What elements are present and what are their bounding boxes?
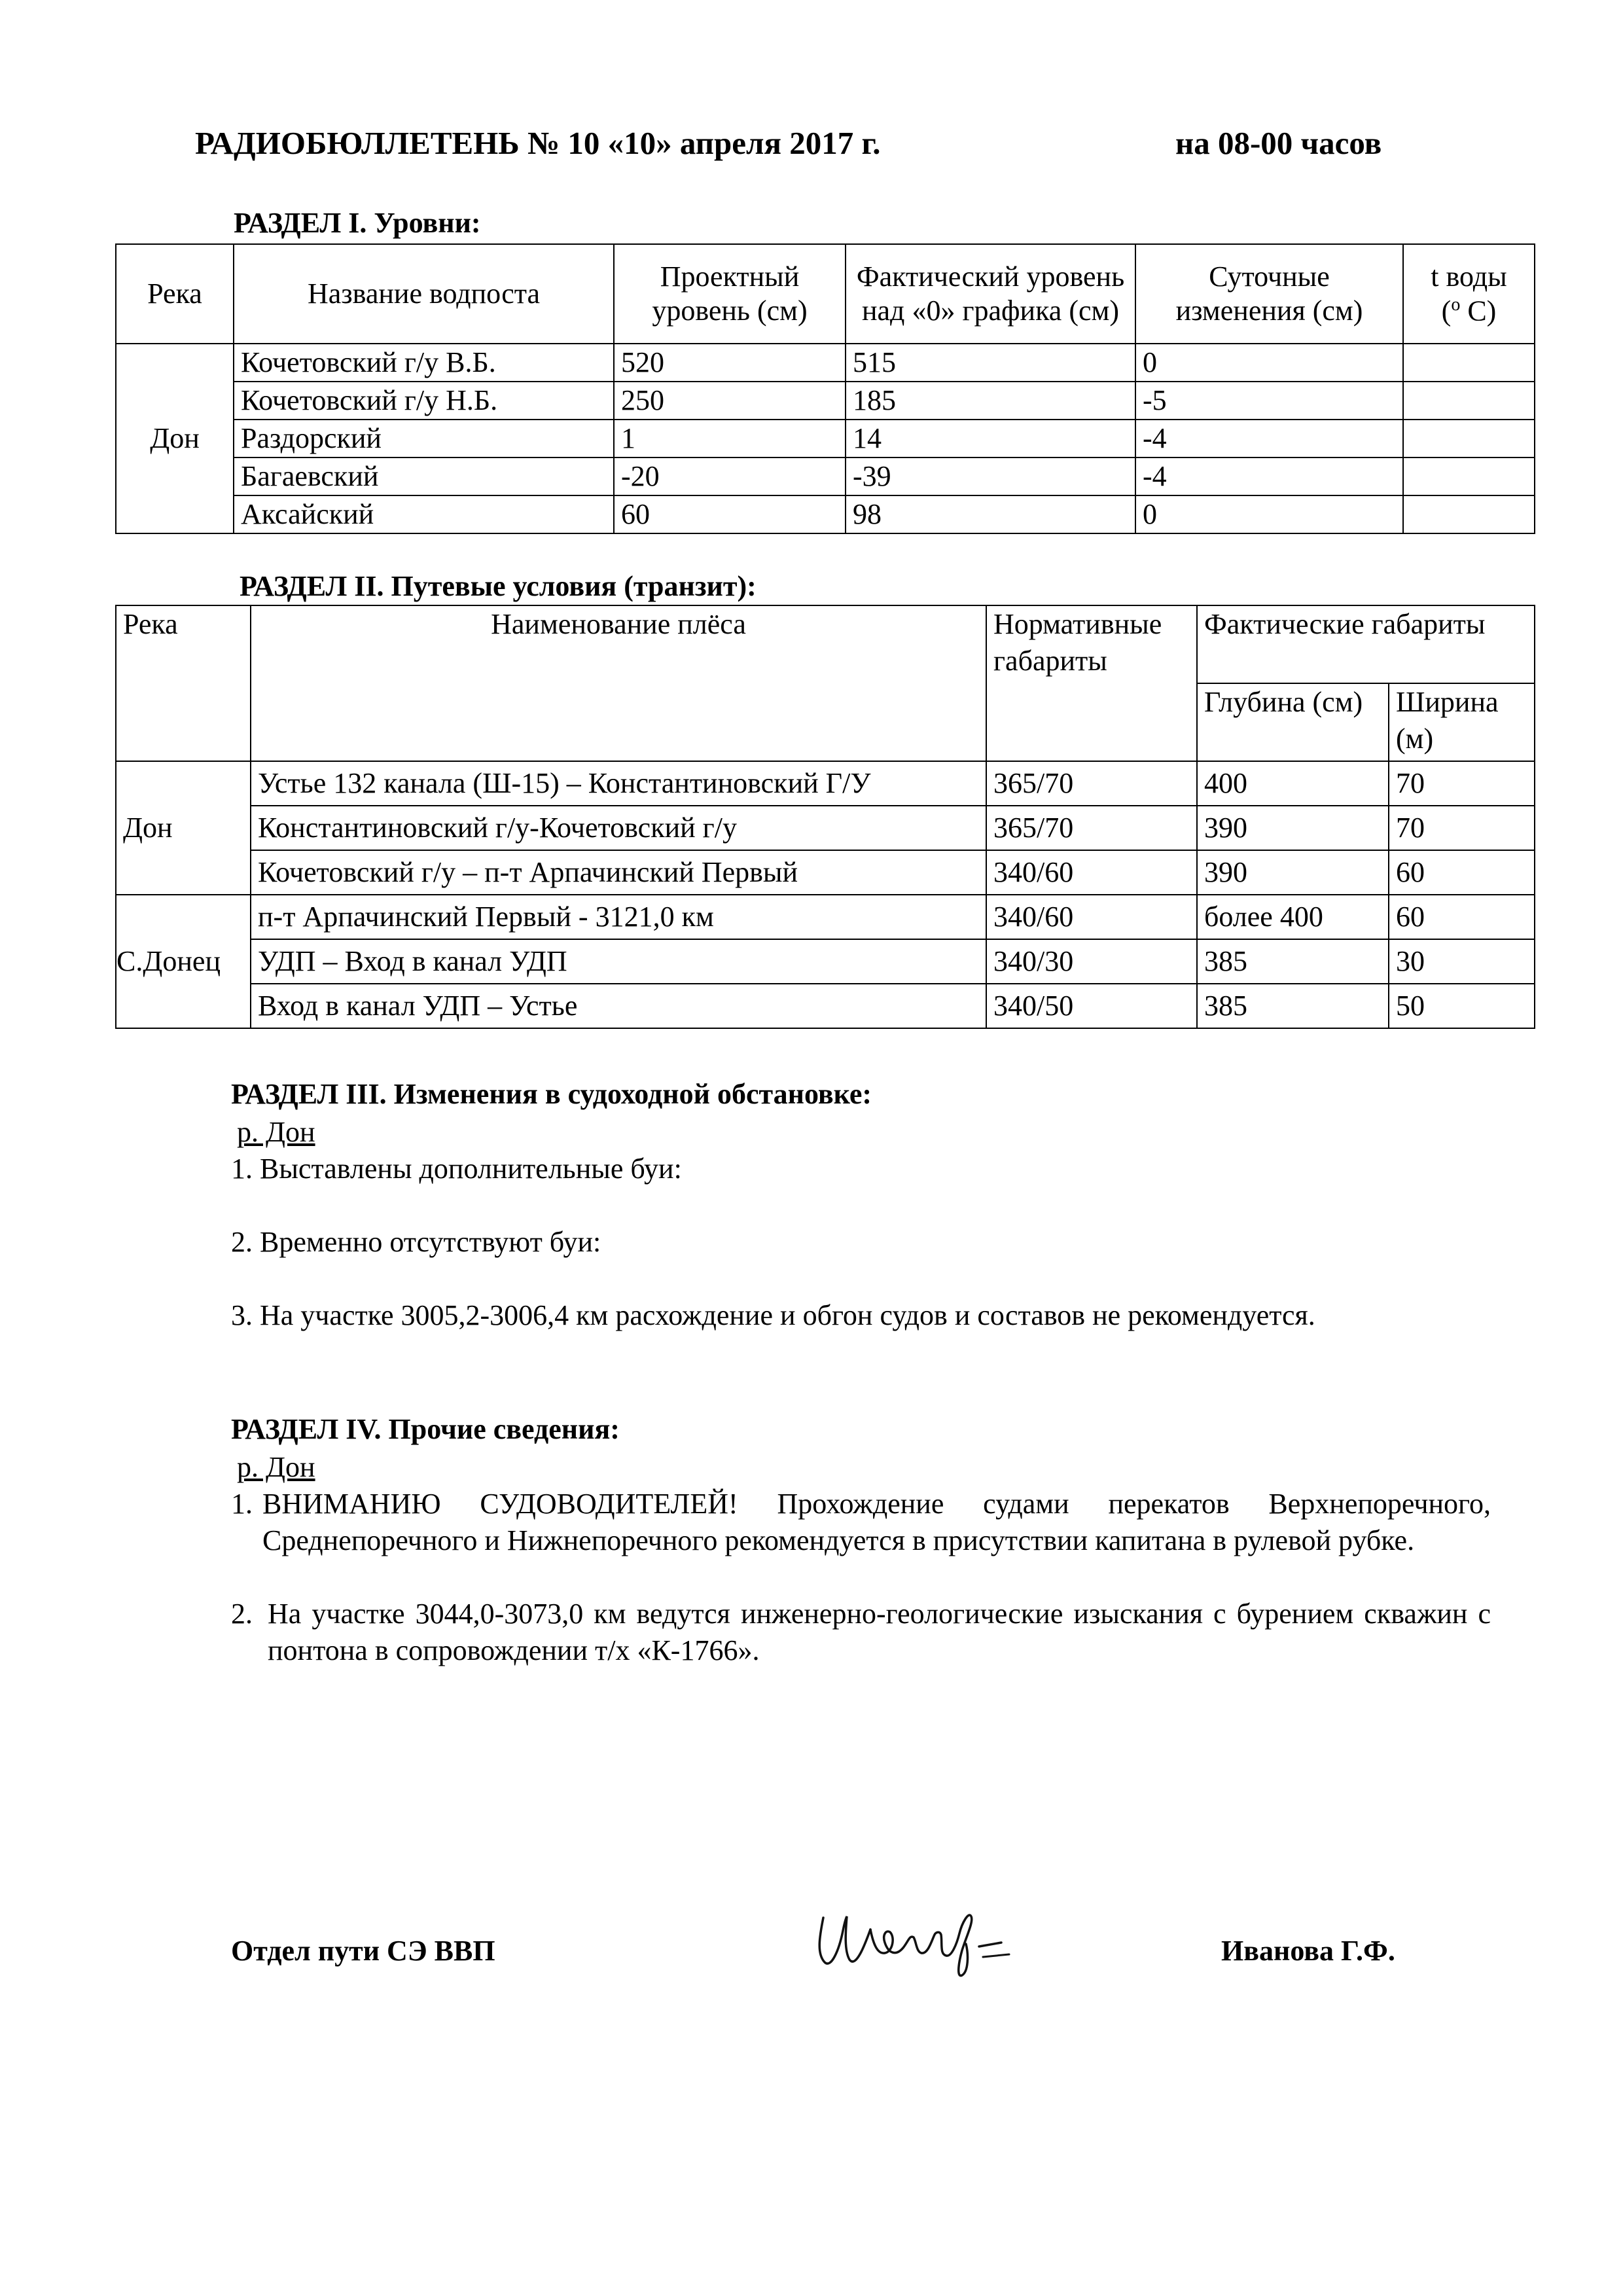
water-temp <box>1403 344 1535 382</box>
actual-width: 70 <box>1389 806 1535 850</box>
actual-level: 185 <box>846 382 1135 420</box>
table-row <box>116 382 1535 420</box>
route-conditions-table <box>115 605 1535 1029</box>
actual-width: 30 <box>1389 939 1535 984</box>
bulletin-header <box>195 124 1438 170</box>
table-row <box>116 984 1535 1028</box>
daily-change: -4 <box>1135 457 1403 495</box>
actual-level: -39 <box>846 457 1135 495</box>
col-reach: Наименование плёса <box>251 605 986 761</box>
actual-depth: 385 <box>1197 984 1389 1028</box>
col-actual-dimensions: Фактические габариты <box>1197 605 1535 683</box>
actual-depth: 390 <box>1197 850 1389 895</box>
river-severskiy-donets: С.Донец <box>116 895 251 1028</box>
actual-level: 14 <box>846 420 1135 457</box>
water-temp <box>1403 420 1535 457</box>
river-don: Дон <box>116 761 251 895</box>
post-name: Кочетовский г/у Н.Б. <box>234 382 614 420</box>
normative-dimensions: 340/60 <box>986 895 1197 939</box>
bulletin-title: РАДИОБЮЛЛЕТЕНЬ № 10 «10» апреля 2017 г. <box>195 125 881 161</box>
actual-width: 60 <box>1389 895 1535 939</box>
actual-width: 60 <box>1389 850 1535 895</box>
actual-depth: 400 <box>1197 761 1389 806</box>
section3-river: р. Дон <box>237 1116 315 1148</box>
post-name: Кочетовский г/у В.Б. <box>234 344 614 382</box>
design-level: 520 <box>614 344 846 382</box>
reach-name: Устье 132 канала (Ш-15) – Константиновский Г/У <box>251 761 986 806</box>
design-level: 1 <box>614 420 846 457</box>
section2-title: РАЗДЕЛ II. Путевые условия (транзит): <box>240 570 757 602</box>
col-water-temp-degree: o <box>1451 294 1461 315</box>
actual-level: 515 <box>846 344 1135 382</box>
levels-table <box>115 243 1535 534</box>
col-river: Река <box>116 605 251 761</box>
section4-item-2 <box>231 1596 1491 1669</box>
section4-title: РАЗДЕЛ IV. Прочие сведения: <box>231 1413 620 1445</box>
actual-depth: 390 <box>1197 806 1389 850</box>
section4-item-1 <box>231 1486 1491 1559</box>
reach-name: УДП – Вход в канал УДП <box>251 939 986 984</box>
table-row <box>116 850 1535 895</box>
section3-item-3: 3. На участке 3005,2-3006,4 км расхождение и обгон судов и составов не рекомендуется. <box>231 1299 1315 1331</box>
route-header-row <box>116 605 1535 683</box>
col-water-temp-open: ( <box>1441 295 1452 327</box>
col-normative: Нормативные габариты <box>986 605 1197 761</box>
col-post: Название водпоста <box>234 244 614 344</box>
actual-level: 98 <box>846 495 1135 533</box>
department-label: Отдел пути СЭ ВВП <box>231 1935 495 1967</box>
col-actual-level: Фактический уровень над «0» графика (см) <box>846 244 1135 344</box>
table-row <box>116 895 1535 939</box>
actual-depth: более 400 <box>1197 895 1389 939</box>
post-name: Аксайский <box>234 495 614 533</box>
table-row <box>116 420 1535 457</box>
col-water-temp <box>1403 244 1535 344</box>
col-design-level: Проектный уровень (см) <box>614 244 846 344</box>
daily-change: 0 <box>1135 344 1403 382</box>
bulletin-time: на 08-00 часов <box>1175 125 1382 161</box>
table-row <box>116 939 1535 984</box>
actual-width: 50 <box>1389 984 1535 1028</box>
col-water-temp-label: t воды <box>1431 260 1507 293</box>
actual-width: 70 <box>1389 761 1535 806</box>
normative-dimensions: 340/50 <box>986 984 1197 1028</box>
table-row <box>116 457 1535 495</box>
table-row <box>116 761 1535 806</box>
section1-title: РАЗДЕЛ I. Уровни: <box>234 207 481 239</box>
daily-change: -5 <box>1135 382 1403 420</box>
item-text: ВНИМАНИЮ СУДОВОДИТЕЛЕЙ! Прохождение судами перекатов Верхнепоречного, Среднепоречного и Нижнепоречного рекомендуется в присутствии капитана в рулевой рубке. <box>262 1488 1491 1556</box>
section3-title: РАЗДЕЛ III. Изменения в судоходной обстановке: <box>231 1078 872 1110</box>
river-don: Дон <box>116 344 234 533</box>
water-temp <box>1403 495 1535 533</box>
post-name: Раздорский <box>234 420 614 457</box>
table-row <box>116 806 1535 850</box>
col-daily-change: Суточные изменения (см) <box>1135 244 1403 344</box>
item-number: 2. <box>231 1598 253 1630</box>
col-river: Река <box>116 244 234 344</box>
item-number: 1. <box>231 1488 253 1520</box>
table-row <box>116 344 1535 382</box>
daily-change: -4 <box>1135 420 1403 457</box>
water-temp <box>1403 457 1535 495</box>
reach-name: п-т Арпачинский Первый - 3121,0 км <box>251 895 986 939</box>
reach-name: Кочетовский г/у – п-т Арпачинский Первый <box>251 850 986 895</box>
section3-item-2: 2. Временно отсутствуют буи: <box>231 1226 601 1258</box>
actual-depth: 385 <box>1197 939 1389 984</box>
water-temp <box>1403 382 1535 420</box>
normative-dimensions: 340/30 <box>986 939 1197 984</box>
normative-dimensions: 365/70 <box>986 806 1197 850</box>
item-text: На участке 3044,0-3073,0 км ведутся инженерно-геологические изыскания с бурением скважин с понтона в сопровождении т/х «К-1766». <box>268 1598 1491 1666</box>
daily-change: 0 <box>1135 495 1403 533</box>
normative-dimensions: 340/60 <box>986 850 1197 895</box>
table-row <box>116 495 1535 533</box>
levels-header-row <box>116 244 1535 344</box>
post-name: Багаевский <box>234 457 614 495</box>
col-width: Ширина (м) <box>1389 683 1535 761</box>
col-depth: Глубина (см) <box>1197 683 1389 761</box>
design-level: -20 <box>614 457 846 495</box>
section4-river: р. Дон <box>237 1451 315 1483</box>
signatory-name: Иванова Г.Ф. <box>1221 1935 1395 1967</box>
normative-dimensions: 365/70 <box>986 761 1197 806</box>
reach-name: Вход в канал УДП – Устье <box>251 984 986 1028</box>
design-level: 60 <box>614 495 846 533</box>
section3-item-1: 1. Выставлены дополнительные буи: <box>231 1153 682 1185</box>
col-water-temp-unit: С) <box>1460 295 1497 327</box>
design-level: 250 <box>614 382 846 420</box>
reach-name: Константиновский г/у-Кочетовский г/у <box>251 806 986 850</box>
signature <box>805 1892 1027 1990</box>
